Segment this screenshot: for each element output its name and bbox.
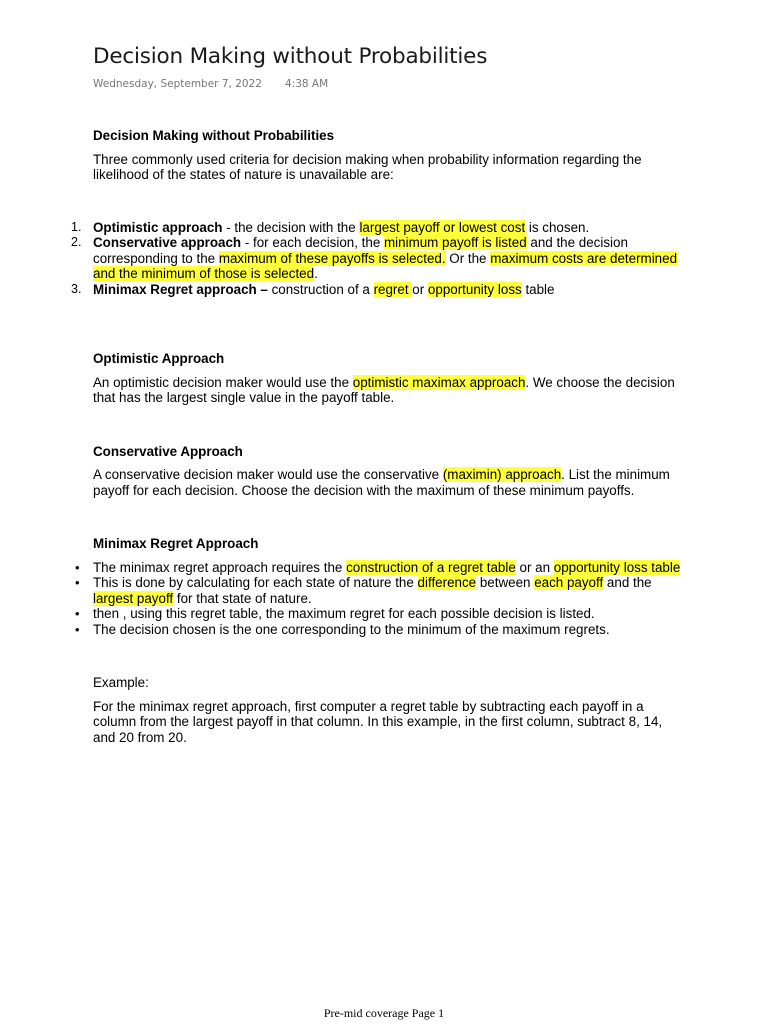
text-run: and the (603, 575, 652, 590)
list-number: 1. (71, 219, 82, 234)
criteria-term: Conservative approach (93, 235, 242, 250)
highlighted-text: optimistic maximax approach (352, 374, 526, 390)
text-run: construction of a (267, 281, 374, 297)
example-text: For the minimax regret approach, first computer a regret table by subtracting each payoff in a column from the largest payoff in that column. In this example, in the first column, subtract 8, 14, and 20 from 20. (93, 698, 663, 745)
bullet-icon: • (75, 559, 80, 575)
conservative-text (93, 467, 683, 498)
page-date: Wednesday, September 7, 2022 (93, 78, 262, 90)
text-run: or an (515, 559, 554, 575)
minimax-list (75, 559, 683, 638)
highlighted-text: largest payoff or lowest cost (359, 219, 526, 235)
page-footer: Pre-mid coverage Page 1 (323, 1006, 445, 1020)
highlighted-text: maximum of these payoffs is selected. (218, 250, 446, 266)
text-run: The minimax regret approach requires the (93, 559, 347, 575)
text-run: - the decision with the (222, 219, 360, 235)
text-run: and the decision corresponding to the (93, 235, 628, 266)
text-run: - for each decision, the (241, 235, 385, 250)
highlighted-text: regret (373, 281, 413, 297)
highlighted-text: maximum costs are determined and the minimum of those is selected (93, 250, 678, 281)
list-item (75, 559, 683, 576)
optimistic-text (93, 375, 683, 406)
text-run: Or the (445, 250, 491, 266)
highlighted-text: largest payoff (93, 590, 174, 606)
text-run: table (521, 281, 555, 297)
list-item (71, 219, 683, 236)
criteria-term: Optimistic approach (93, 219, 223, 235)
list-number: 2. (71, 235, 82, 249)
text-run: is chosen. (525, 219, 590, 235)
page-title: Decision Making without Probabilities (93, 44, 488, 69)
highlighted-text: construction of a regret table (346, 559, 516, 575)
optimistic-heading: Optimistic Approach (93, 351, 225, 366)
list-item (75, 621, 683, 638)
conservative-heading: Conservative Approach (93, 443, 243, 459)
text-run: for that state of nature. (173, 590, 312, 606)
highlighted-text: each payoff (534, 575, 604, 590)
intro-text: Three commonly used criteria for decision making when probability information regarding the likelihood of the states of nature is unavailable are: (93, 151, 642, 182)
list-item (75, 575, 683, 606)
text-run: then , using this regret table, the maximum regret for each possible decision is listed. (93, 606, 595, 621)
highlighted-text: opportunity loss table (553, 559, 681, 575)
criteria-list (71, 219, 683, 298)
note-body (71, 128, 683, 745)
criteria-term: Minimax Regret approach – (93, 281, 268, 297)
highlighted-text: difference (417, 575, 477, 590)
highlighted-text: minimum payoff is listed (384, 235, 527, 250)
text-run: The decision chosen is the one corresponding to the minimum of the maximum regrets. (93, 621, 610, 637)
text-run: . We choose the decision that has the largest single value in the payoff table. (93, 374, 675, 405)
bullet-icon: • (75, 621, 80, 637)
list-item (71, 281, 683, 298)
list-number: 3. (71, 281, 82, 296)
bullet-icon: • (75, 606, 80, 621)
page-time: 4:38 AM (285, 78, 329, 90)
text-run: between (476, 575, 535, 590)
text-run: . List the minimum payoff for each decision. Choose the decision with the maximum of these minimum payoffs. (93, 467, 670, 498)
highlighted-text: (maximin) approach (442, 467, 562, 482)
example-label: Example: (93, 675, 149, 690)
text-run: or (412, 281, 428, 297)
bullet-icon: • (75, 575, 80, 590)
list-item (71, 235, 683, 282)
text-run: A conservative decision maker would use the conservative (93, 467, 443, 482)
page-meta (93, 78, 329, 90)
text-run: An optimistic decision maker would use the (93, 374, 353, 390)
minimax-heading: Minimax Regret Approach (93, 536, 259, 551)
text-run: . (314, 266, 318, 281)
intro-heading: Decision Making without Probabilities (93, 128, 335, 143)
highlighted-text: opportunity loss (427, 281, 522, 297)
list-item (75, 606, 683, 622)
text-run: This is done by calculating for each state of nature the (93, 575, 418, 590)
